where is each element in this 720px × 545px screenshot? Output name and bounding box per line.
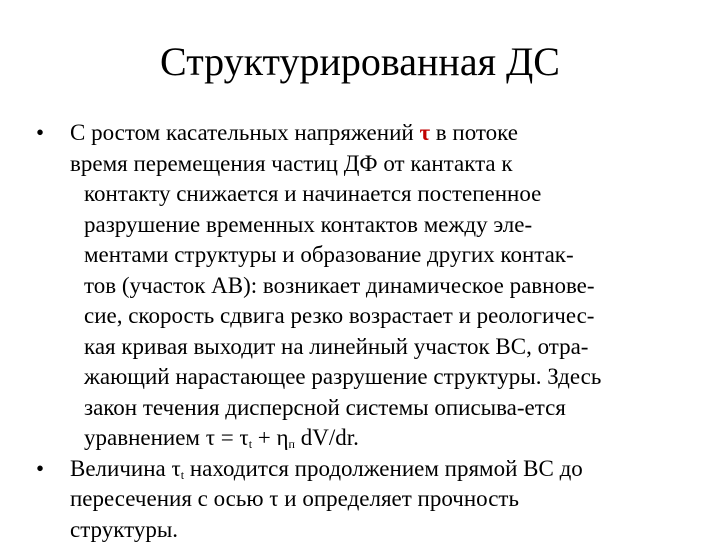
text-fragment: + η: [252, 425, 289, 450]
text-line: закон течения дисперсной системы описыва-ется: [70, 393, 708, 424]
text-fragment: находится продолжением прямой ВС до: [184, 456, 583, 481]
text-line: время перемещения частиц ДФ от кантакта к: [70, 149, 708, 180]
text-line: ментами структуры и образование других контак-: [70, 240, 708, 271]
tau-symbol: τ: [419, 120, 430, 145]
bullet-dot: •: [36, 118, 56, 149]
text-fragment: Величина τ: [70, 456, 181, 481]
bullet-text: [70, 454, 708, 545]
text-line: [70, 454, 708, 485]
bullet-item-2: [36, 454, 708, 545]
text-fragment: уравнением τ = τ: [84, 425, 249, 450]
bullet-item-1: [36, 118, 708, 454]
bullet-list: [36, 118, 708, 545]
bullet-dot: •: [36, 454, 56, 485]
text-fragment: в потоке: [430, 120, 518, 145]
slide-title: Структурированная ДС: [0, 38, 720, 86]
text-line: контакту снижается и начинается постепенное: [70, 179, 708, 210]
subscript: п: [289, 437, 295, 451]
text-line: тов (участок АВ): возникает динамическое равнове-: [70, 271, 708, 302]
text-line: пересечения с осью τ и определяет прочность: [70, 484, 708, 515]
bullet-text: [70, 118, 708, 454]
subscript: t: [249, 437, 252, 451]
text-fragment: С ростом касательных напряжений: [70, 120, 419, 145]
text-fragment: dV/dr.: [295, 425, 359, 450]
text-line: кая кривая выходит на линейный участок ВС, отра-: [70, 332, 708, 363]
text-line: жающий нарастающее разрушение структуры. Здесь: [70, 362, 708, 393]
text-line: структуры.: [70, 515, 708, 545]
text-line: [70, 118, 708, 149]
equation-line: [70, 423, 708, 454]
text-line: разрушение временных контактов между эле-: [70, 210, 708, 241]
text-line: сие, скорость сдвига резко возрастает и реологичес-: [70, 301, 708, 332]
subscript: t: [181, 468, 184, 482]
